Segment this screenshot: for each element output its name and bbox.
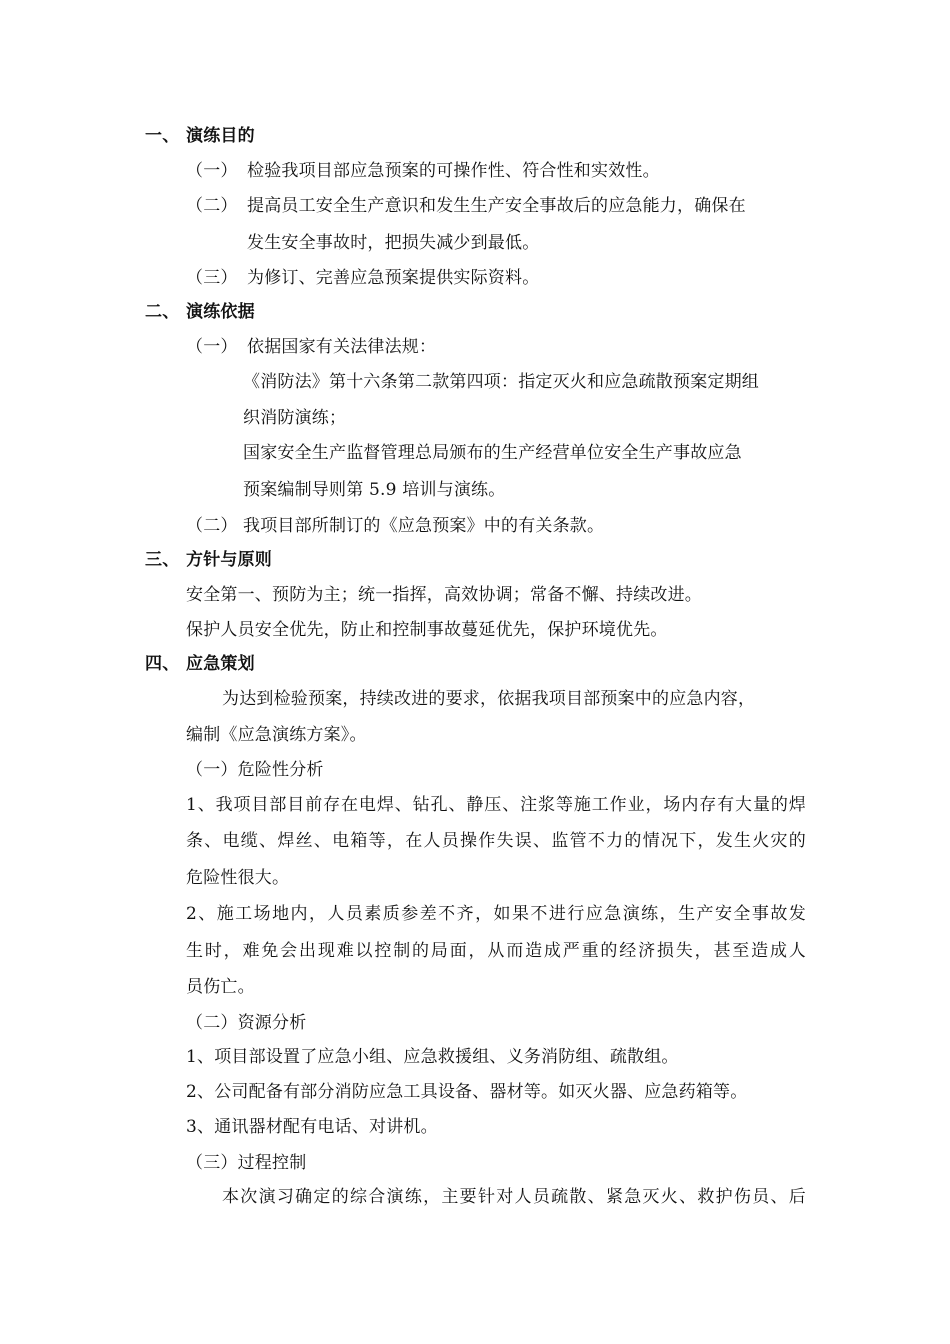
list-item <box>186 268 539 288</box>
section-number: 二、 <box>145 302 180 322</box>
subsection-title: （三）过程控制 <box>186 1153 307 1173</box>
paragraph: 1、我项目部目前存在电焊、钻孔、静压、注浆等施工作业，场内存有大量的焊 <box>186 795 806 815</box>
item-text: 提高员工安全生产意识和发生生产安全事故后的应急能力，确保在 <box>247 196 746 216</box>
law-text: 国家安全生产监督管理总局颁布的生产经营单位安全生产事故应急 <box>243 443 742 463</box>
paragraph: 保护人员安全优先，防止和控制事故蔓延优先，保护环境优先。 <box>186 620 668 640</box>
list-item <box>186 196 746 216</box>
paragraph: 条、电缆、焊丝、电箱等，在人员操作失误、监管不力的情况下，发生火灾的 <box>186 831 806 851</box>
paragraph: 本次演习确定的综合演练，主要针对人员疏散、紧急灭火、救护伤员、后 <box>222 1187 806 1207</box>
item-number: （一） <box>186 337 238 357</box>
list-item: 3、通讯器材配有电话、对讲机。 <box>186 1117 438 1137</box>
section-number: 一、 <box>145 126 180 146</box>
section-title: 演练目的 <box>186 126 255 146</box>
subsection-title: （一）危险性分析 <box>186 760 324 780</box>
list-item <box>186 337 436 357</box>
section-heading-4 <box>145 654 255 674</box>
paragraph: 2、施工场地内，人员素质参差不齐，如果不进行应急演练，生产安全事故发 <box>186 904 806 924</box>
paragraph: 生时，难免会出现难以控制的局面，从而造成严重的经济损失，甚至造成人 <box>186 941 806 961</box>
list-item <box>186 516 604 536</box>
paragraph: 编制《应急演练方案》。 <box>186 725 367 745</box>
list-item: 2、公司配备有部分消防应急工具设备、器材等。如灭火器、应急药箱等。 <box>186 1082 748 1102</box>
section-title: 方针与原则 <box>186 550 272 570</box>
item-text: 依据国家有关法律法规： <box>247 337 437 357</box>
item-number: （二） <box>186 516 238 536</box>
section-number: 三、 <box>145 550 180 570</box>
item-text: 检验我项目部应急预案的可操作性、符合性和实效性。 <box>247 161 660 181</box>
item-text: 为修订、完善应急预案提供实际资料。 <box>247 268 540 288</box>
item-number: （二） <box>186 196 238 216</box>
item-text-continued: 发生安全事故时，把损失减少到最低。 <box>247 233 540 253</box>
paragraph: 为达到检验预案，持续改进的要求，依据我项目部预案中的应急内容， <box>222 689 756 709</box>
law-text: 预案编制导则第 5.9 培训与演练。 <box>243 480 506 500</box>
paragraph: 危险性很大。 <box>186 868 290 888</box>
section-heading-2 <box>145 302 255 322</box>
law-text: 织消防演练； <box>243 408 347 428</box>
section-heading-3 <box>145 550 272 570</box>
paragraph: 安全第一、预防为主；统一指挥，高效协调；常备不懈、持续改进。 <box>186 585 702 605</box>
paragraph: 员伤亡。 <box>186 977 255 997</box>
list-item: 1、项目部设置了应急小组、应急救援组、义务消防组、疏散组。 <box>186 1047 679 1067</box>
list-item <box>186 161 660 181</box>
subsection-title: （二）资源分析 <box>186 1013 307 1033</box>
section-title: 演练依据 <box>186 302 255 322</box>
section-number: 四、 <box>145 654 180 674</box>
law-text: 《消防法》第十六条第二款第四项：指定灭火和应急疏散预案定期组 <box>243 372 759 392</box>
section-heading-1 <box>145 126 255 146</box>
item-number: （一） <box>186 161 238 181</box>
item-text: 我项目部所制订的《应急预案》中的有关条款。 <box>243 516 605 536</box>
section-title: 应急策划 <box>186 654 255 674</box>
item-number: （三） <box>186 268 238 288</box>
